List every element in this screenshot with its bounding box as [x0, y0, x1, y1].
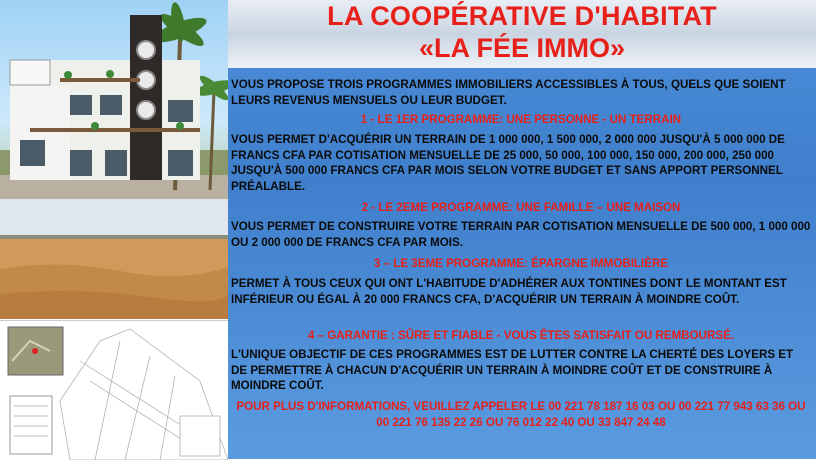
guarantee-heading: 4 – GARANTIE : SÛRE ET FIABLE - VOUS ÊTES SATISFAIT OU REMBOURSÉ.: [307, 329, 735, 342]
page-subtitle: «LA FÉE IMMO»: [418, 33, 626, 63]
image-column: [0, 0, 228, 459]
land-photo: [0, 199, 228, 319]
program-1-body: VOUS PERMET D'ACQUÉRIR UN TERRAIN DE 1 000 000, 1 500 000, 2 000 000 JUSQU'À 5 000 000 DE FRANCS CFA PAR COTISATION MENSUELLE DE 25 000, 50 000, 100 000, 150 000, 200 000, 250 000 JUSQU'À 500 000 FRANCS CFA PAR MOIS SELON VOTRE BUDGET ET SANS APPORT PERSONNEL PRÉALABLE.: [231, 133, 785, 193]
house-photo: [0, 0, 228, 199]
program-1-heading: 1 - LE 1ER PROGRAMME: UNE PERSONNE - UN TERRAIN: [360, 113, 682, 126]
site-plan-image: [0, 320, 228, 460]
objective-text: L'UNIQUE OBJECTIF DE CES PROGRAMMES EST DE LUTTER CONTRE LA CHERTÉ DES LOYERS ET DE PERMETTRE À CHACUN D'ACQUÉRIR UN TERRAIN À MOINDRE COÛT ET DE CONSTRUIRE À MOINDRE COÛT.: [231, 348, 794, 393]
program-3-body: PERMET À TOUS CEUX QUI ONT L'HABITUDE D'ADHÉRER AUX TONTINES DONT LE MONTANT EST INFÉRIEUR OU ÉGAL À 20 000 FRANCS CFA, D'ACQUÉRIR UN TERRAIN À MOINDRE COÛT.: [231, 277, 787, 306]
page-title: LA COOPÉRATIVE D'HABITAT: [327, 1, 717, 31]
program-3-heading: 3 – LE 3EME PROGRAMME: ÉPARGNE IMMOBILIÈRE: [373, 257, 669, 270]
contact-text: POUR PLUS D'INFORMATIONS, VEUILLEZ APPELER LE 00 221 78 187 16 03 OU 00 221 77 943 63 36 OU 00 221 76 135 22 26 OU 76 012 22 40 OU 33 847 24 48: [236, 400, 806, 429]
intro-text: VOUS PROPOSE TROIS PROGRAMMES IMMOBILIERS ACCESSIBLES À TOUS, QUELS QUE SOIENT LEURS REVENUS MENSUELS OU LEUR BUDGET.: [231, 78, 786, 107]
program-2-heading: 2 - LE 2EME PROGRAMME: UNE FAMILLE – UNE MAISON: [361, 201, 681, 214]
program-2-body: VOUS PERMET DE CONSTRUIRE VOTRE TERRAIN PAR COTISATION MENSUELLE DE 500 000, 1 000 000 OU 2 000 000 DE FRANCS CFA PAR MOIS.: [231, 220, 811, 249]
